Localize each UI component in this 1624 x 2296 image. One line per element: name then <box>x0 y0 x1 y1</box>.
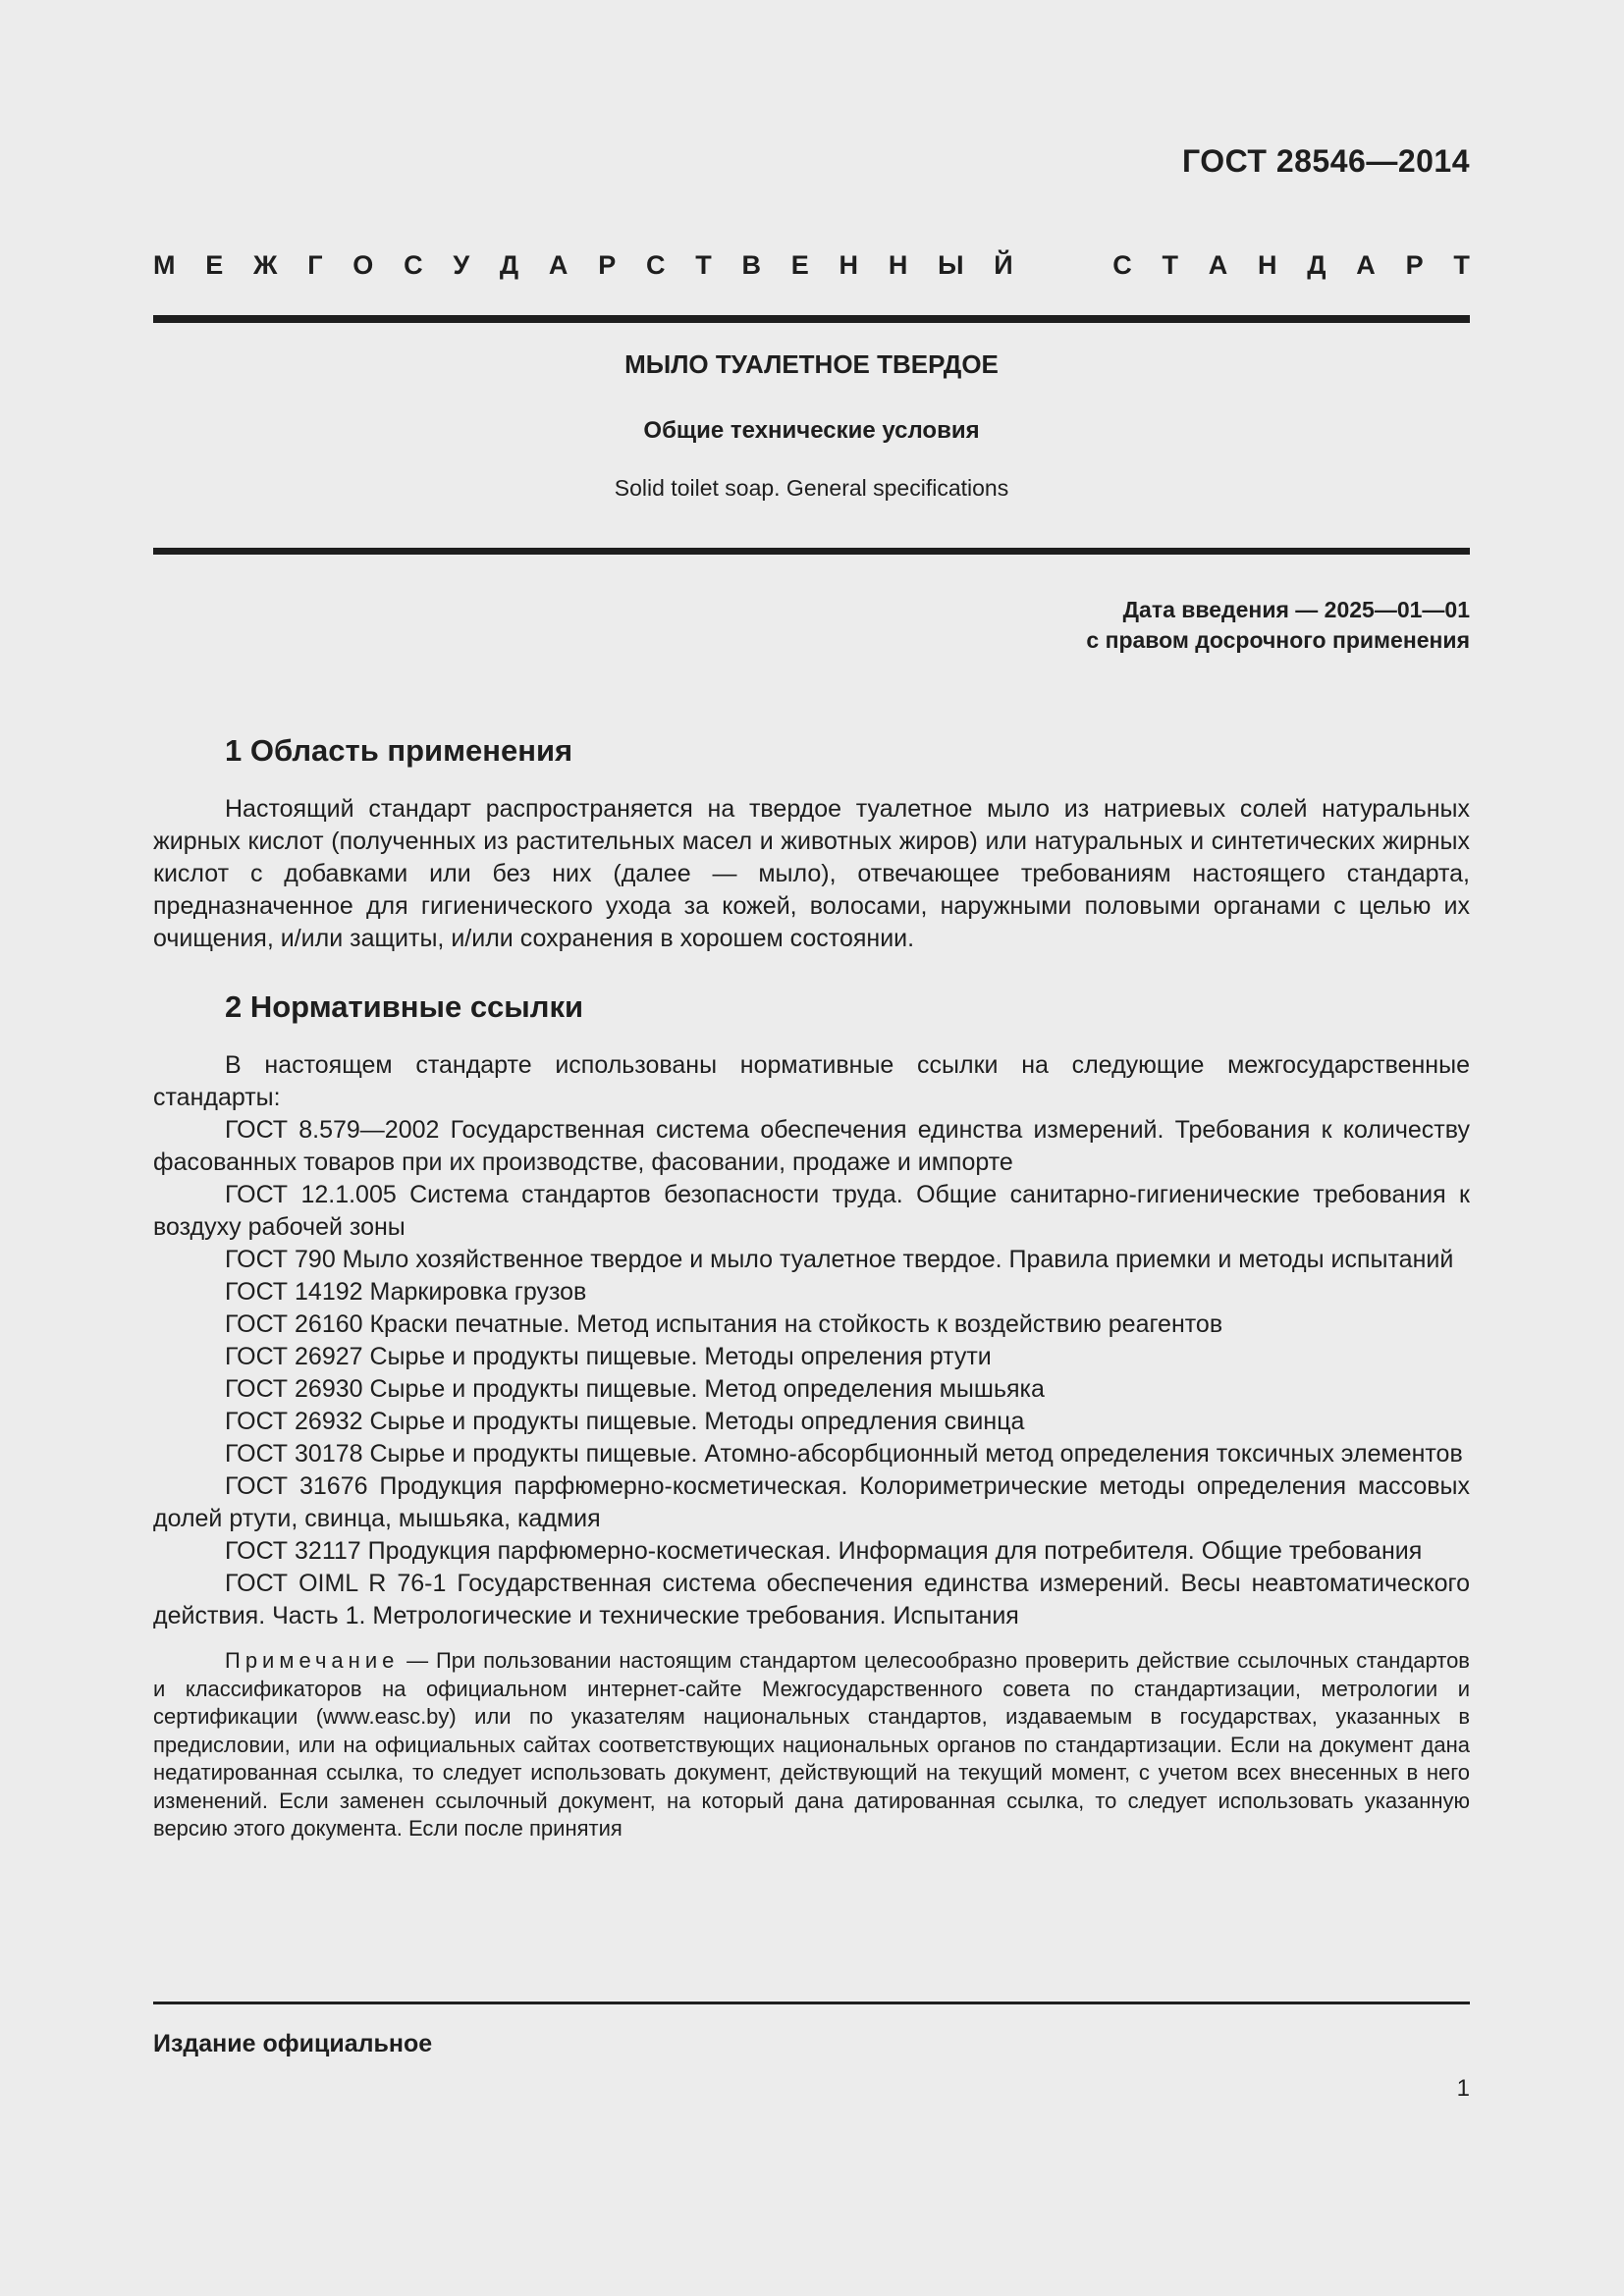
section-heading: 2 Нормативные ссылки <box>225 989 584 1024</box>
top-divider <box>153 315 1470 323</box>
reference-item: ГОСТ 8.579—2002 Государственная система обеспечения единства измерений. Требования к количеству фасованных товаров при их производстве, фасовании, продаже и импорте <box>153 1116 1470 1176</box>
reference-item: ГОСТ 14192 Маркировка грузов <box>225 1278 587 1306</box>
standard-type-letter: Г <box>307 250 323 280</box>
document-body <box>153 728 1470 1843</box>
standard-type-letter: У <box>453 250 470 280</box>
standard-type-letter: Н <box>1258 250 1277 280</box>
standard-type-letter: А <box>1208 250 1228 280</box>
reference-item: ГОСТ 26932 Сырье и продукты пищевые. Методы опредления свинца <box>225 1408 1025 1435</box>
note-paragraph <box>153 1647 1470 1843</box>
standard-type-letter: О <box>352 250 374 280</box>
standard-type-letter: Т <box>1162 250 1178 280</box>
section-heading: 1 Область применения <box>225 733 573 768</box>
reference-item: ГОСТ 32117 Продукция парфюмерно-косметическая. Информация для потребителя. Общие требования <box>225 1537 1423 1565</box>
standard-type-letter: Е <box>790 250 809 280</box>
reference-item: ГОСТ 30178 Сырье и продукты пищевые. Атомно-абсорбционный метод определения токсичных элементов <box>225 1440 1463 1468</box>
standard-type-letter: Н <box>839 250 859 280</box>
reference-item: ГОСТ 790 Мыло хозяйственное твердое и мыло туалетное твердое. Правила приемки и методы испытаний <box>225 1246 1454 1273</box>
standard-type-letter: Т <box>695 250 712 280</box>
standard-type-letter: А <box>548 250 568 280</box>
standard-type-letter: Й <box>994 250 1013 280</box>
section-paragraph: Настоящий стандарт распространяется на твердое туалетное мыло из натриевых солей натуральных жирных кислот (полученных из растительных масел и животных жиров) или натуральных и синтетических жирных кислот с добавками или без них (далее — мыло), отвечающее требованиям настоящего стандарта, предназначенное для гигиенического ухода за кожей, волосами, наружными половыми органами с целью их очищения, и/или защиты, и/или сохранения в хорошем состоянии. <box>153 795 1470 952</box>
introduction-date <box>1086 595 1470 656</box>
footer-divider <box>153 2002 1470 2004</box>
standard-type-letter: Ы <box>938 250 964 280</box>
title-divider <box>153 548 1470 555</box>
document-title: МЫЛО ТУАЛЕТНОЕ ТВЕРДОЕ <box>624 349 999 379</box>
reference-item: ГОСТ 26160 Краски печатные. Метод испытания на стойкость к воздействию реагентов <box>225 1310 1223 1338</box>
early-application-line: с правом досрочного применения <box>1086 627 1470 653</box>
section-normative-references <box>153 985 1470 1843</box>
standard-type-letter: В <box>741 250 761 280</box>
official-edition-label: Издание официальное <box>153 2030 433 2057</box>
note-text: — При пользовании настоящим стандартом целесообразно проверить действие ссылочных стандартов и классификаторов на официальном интернет-сайте Межгосударственного совета по стандартизации, метрологии и сертификации (www.easc.by) или по указателям национальных стандартов, издаваемым в государствах, указанных в предисловии, или на официальных сайтах соответствующих национальных органов по стандартизации. Если на документ дана недатированная ссылка, то следует использовать документ, действующий на текущий момент, с учетом всех внесенных в него изменений. Если заменен ссылочный документ, на который дана датированная ссылка, то следует использовать указанную версию этого документа. Если после принятия <box>153 1648 1470 1841</box>
introduction-date-line: Дата введения — 2025—01—01 <box>1122 597 1470 622</box>
standard-type-letter: Р <box>1405 250 1424 280</box>
section-paragraph: В настоящем стандарте использованы нормативные ссылки на следующие межгосударственные стандарты: <box>153 1051 1470 1111</box>
standard-type-letter: Н <box>888 250 908 280</box>
standard-type-letter: Т <box>1453 250 1470 280</box>
reference-item: ГОСТ OIML R 76-1 Государственная система обеспечения единства измерений. Весы неавтоматического действия. Часть 1. Метрологические и технические требования. Испытания <box>153 1570 1470 1629</box>
document-subtitle: Общие технические условия <box>643 417 980 444</box>
standard-type-letter: Е <box>205 250 224 280</box>
standard-type-heading <box>153 250 1470 281</box>
reference-item: ГОСТ 12.1.005 Система стандартов безопасности труда. Общие санитарно-гигиенические требования к воздуху рабочей зоны <box>153 1181 1470 1241</box>
standard-type-letter: Р <box>598 250 617 280</box>
reference-item: ГОСТ 31676 Продукция парфюмерно-косметическая. Колориметрические методы определения массовых долей ртути, свинца, мышьяка, кадмия <box>153 1472 1470 1532</box>
reference-item: ГОСТ 26927 Сырье и продукты пищевые. Методы опреления ртути <box>225 1343 992 1370</box>
standard-type-letter: М <box>153 250 176 280</box>
page-number: 1 <box>1456 2075 1470 2102</box>
document-title-english: Solid toilet soap. General specifications <box>614 475 1009 501</box>
title-block <box>153 349 1470 502</box>
standard-type-letter: Д <box>1307 250 1326 280</box>
standard-type-letter: С <box>1112 250 1132 280</box>
word-gap <box>1043 250 1082 281</box>
reference-item: ГОСТ 26930 Сырье и продукты пищевые. Метод определения мышьяка <box>225 1375 1045 1403</box>
standard-type-letter: С <box>404 250 423 280</box>
reference-list <box>153 1114 1470 1632</box>
standard-type-letter: С <box>645 250 666 280</box>
standard-type-letter: Д <box>499 250 519 280</box>
standard-type-letter: А <box>1356 250 1376 280</box>
note-label: Примечание <box>225 1648 400 1673</box>
standard-type-letter: Ж <box>253 250 278 280</box>
section-scope <box>153 728 1470 955</box>
document-number: ГОСТ 28546—2014 <box>1181 143 1470 179</box>
